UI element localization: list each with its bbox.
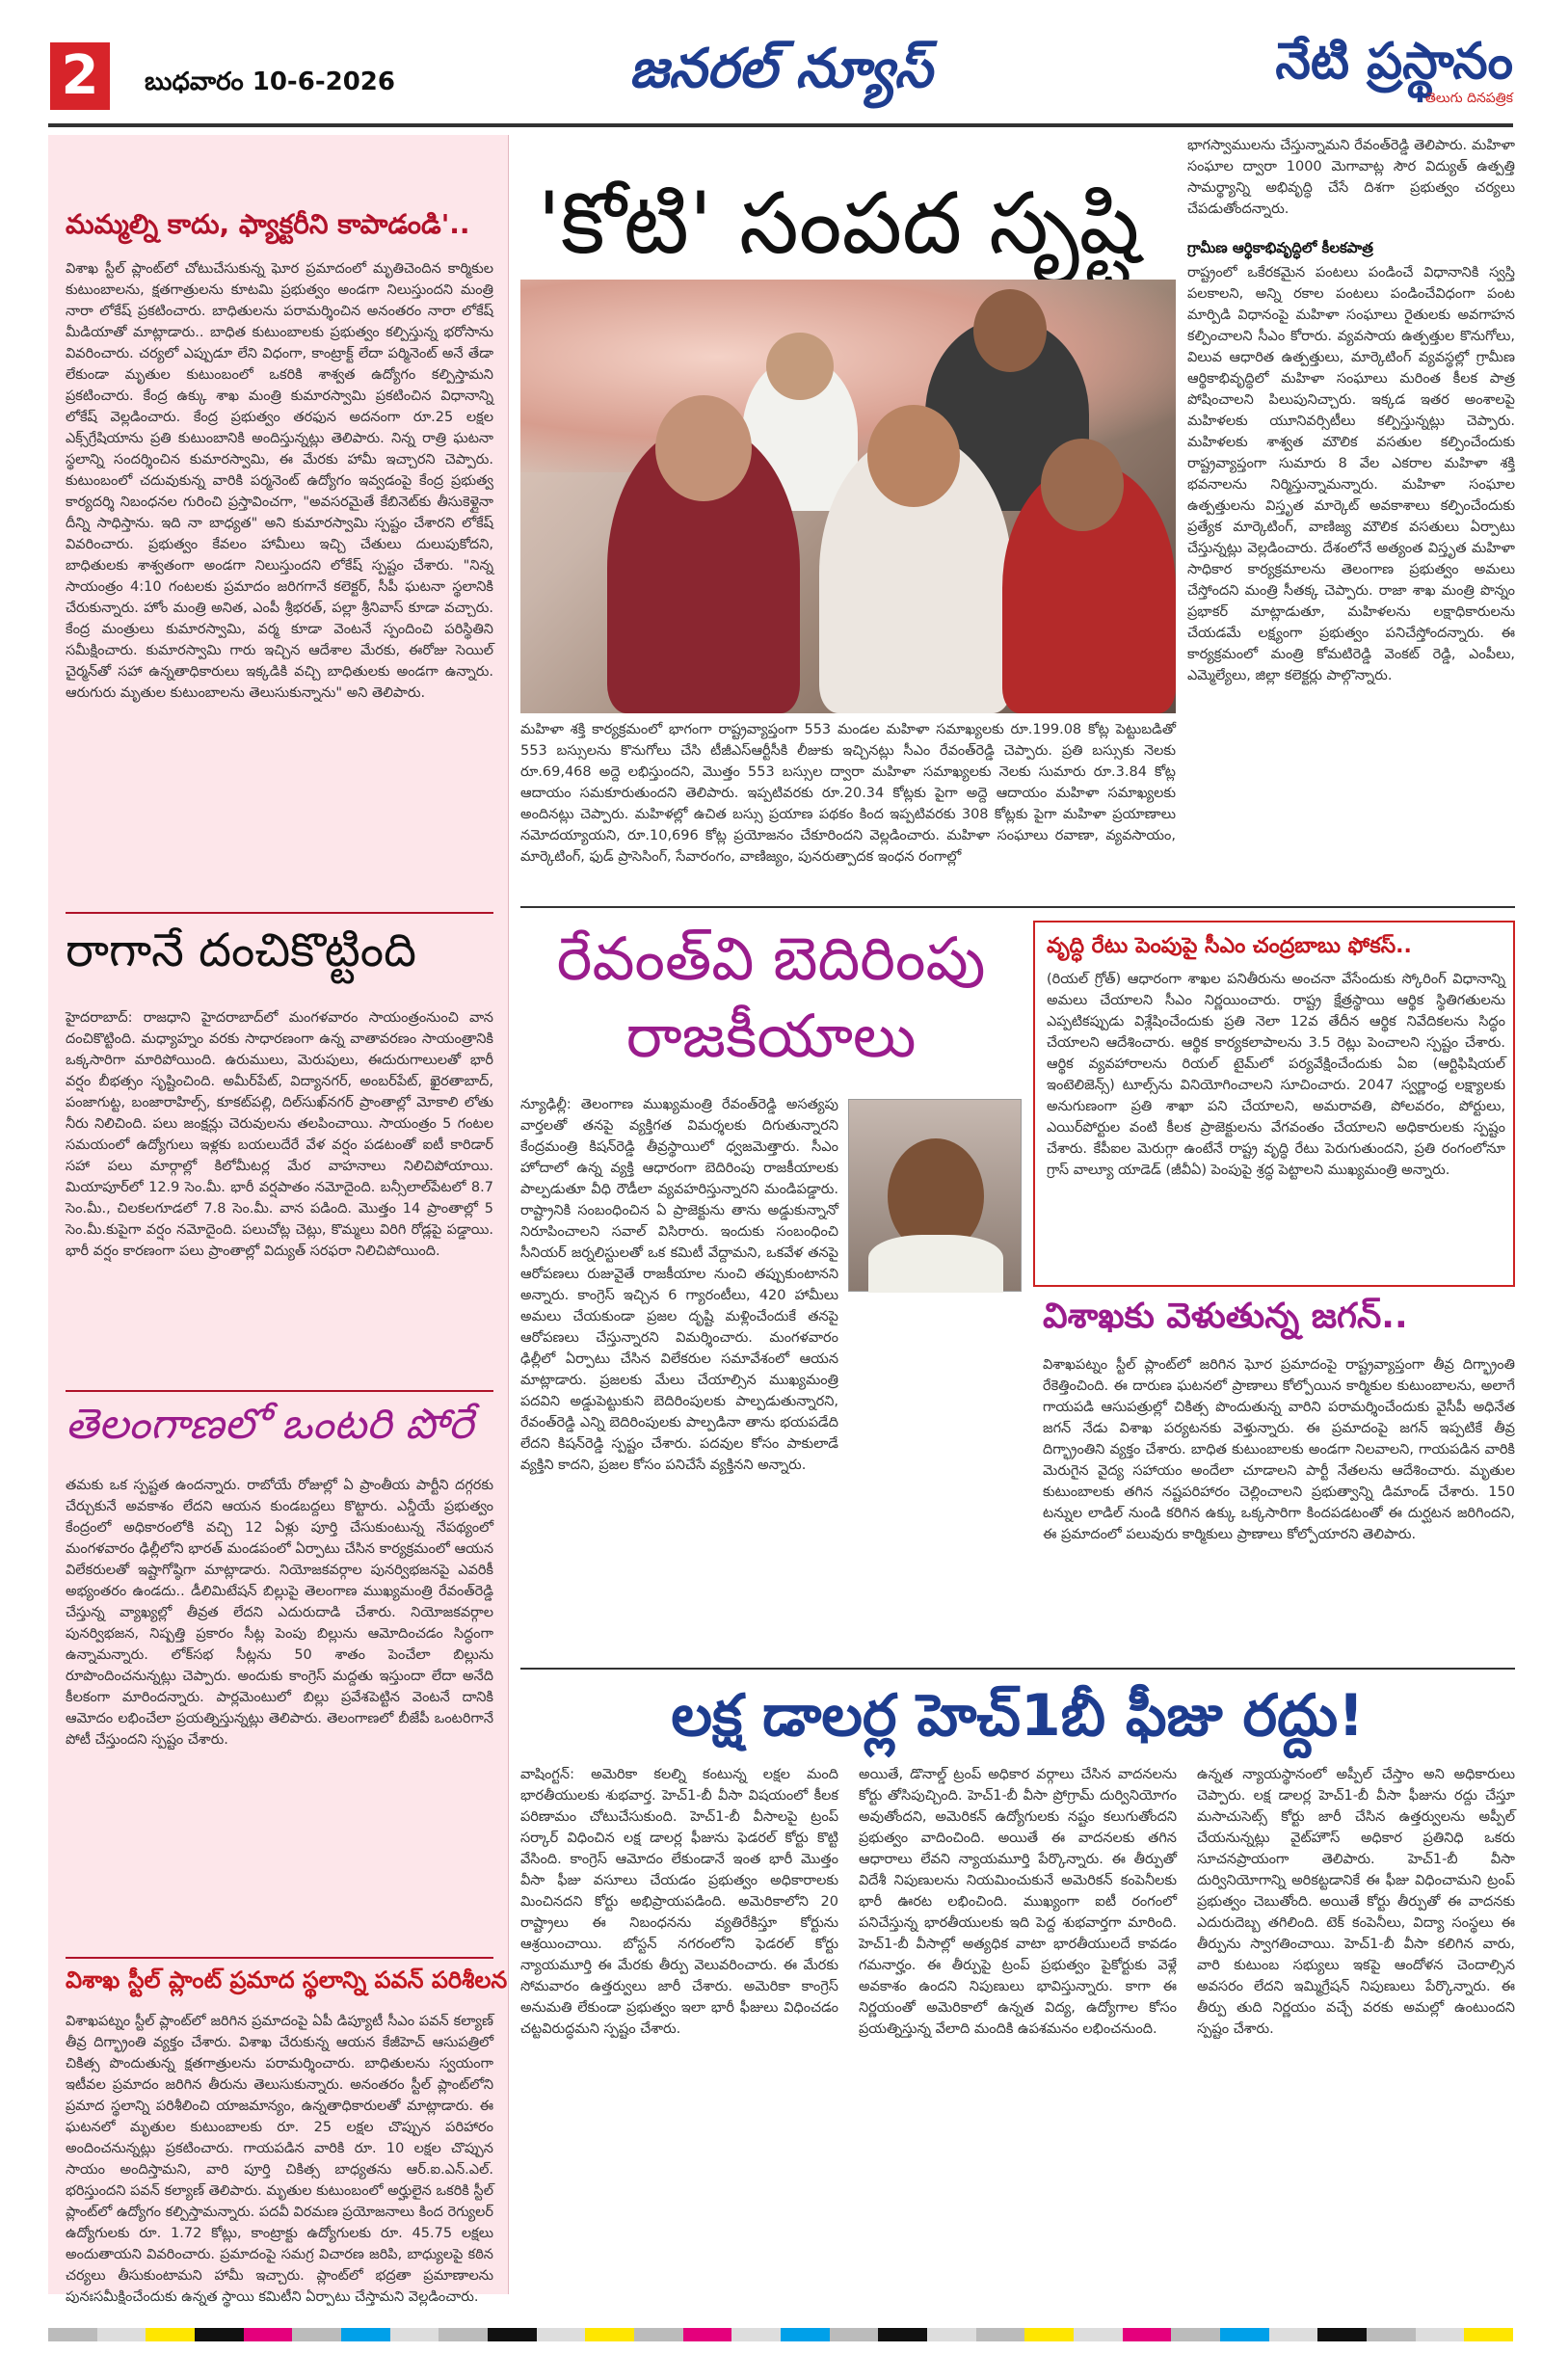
right-col-subhead: గ్రామీణ ఆర్థికాభివృద్ధిలో కీలకపాత్ర <box>1187 239 1373 256</box>
divider <box>66 1390 493 1392</box>
sidebar-headline-2: రాగానే దంచికొట్టింది <box>66 923 416 977</box>
sidebar-body-1: విశాఖ స్టీల్ ప్లాంట్‌లో చోటుచేసుకున్న ఘోర ప్రమాదంలో మృతిచెందిన కార్మికుల కుటుంబాలను, క్షతగాత్రులను కూటమి ప్రభుత్వం అండగా నిలుస్తుందని మంత్రి నారా లోకేష్ ప్రకటించారు. బాధితులను పరామర్శించిన అనంతరం నారా లోకేష్ మీడియాతో మాట్లాడారు.. బాధిత కుటుంబాలకు ప్రభుత్వం కల్పిస్తున్న భరోసాను వివరించారు. చర్యలో ఎప్పుడూ లేని విధంగా, కాంట్రాక్ట్ లేదా పర్మినెంట్ అనే తేడా లేకుండా మృతుల కుటుంబంలో ఒకరికి శాశ్వత ఉద్యోగం కల్పిస్తామని ప్రకటించారు. కేంద్ర ఉక్కు శాఖ మంత్రి కుమారస్వామి ప్రకటించిన విధానాన్ని లోకేష్ వెల్లడించారు. కేంద్ర ప్రభుత్వం తరఫున అదనంగా రూ.25 లక్షల ఎక్స్‌గ్రేషియాను ప్రతి కుటుంబానికి అందిస్తున్నట్లు తెలిపారు. నిన్న రాత్రి ఘటనా స్థలాన్ని సందర్శించిన కుమారస్వామి, ఈ మేరకు హామీ ఇచ్చారని చెప్పారు. కుటుంబంలో చదువుకున్న వారికి పర్మనెంట్ ఉద్యోగం ఇవ్వడంపై కేంద్ర ప్రభుత్వ కార్యదర్శి నిబంధనల గురించి ప్రస్తావించగా, "అవసరమైతే కేబినెట్‌కు తీసుకెళ్లైనా దీన్ని సాధిస్తాను. ఇది నా బాధ్యత" అని కుమారస్వామి స్పష్టం చేశారని లోకేష్ వివరించారు. ప్రభుత్వం కేవలం హామీలు ఇచ్చి చేతులు దులుపుకోదని, బాధితులకు శాశ్వతంగా అండగా నిలుస్తుందని లోకేష్ స్పష్టం చేశారు. "నిన్న సాయంత్రం 4:10 గంటలకు ప్రమాదం జరిగగానే కలెక్టర్, సీపీ ఘటనా స్థలానికి చేరుకున్నారు. హోం మంత్రి అనిత, ఎంపీ శ్రీభరత్, పల్లా శ్రీనివాస్ కూడా వచ్చారు. కేంద్ర మంత్రులు కుమారస్వామి, వర్మ కూడా వెంటనే స్పందించి పరిస్థితిని సమీక్షించారు. కుమారస్వామి గారు ఇచ్చిన ఆదేశాల మేరకు, ఈరోజు సెయిల్ చైర్మన్‌తో సహా ఉన్నతాధికారులు ఇక్కడికి వచ్చి బాధితులకు అండగా ఉన్నారు. ఆరుగురు మృతుల కుటుంబాలను తెలుసుకున్నాను" అని తెలిపారు. <box>66 261 493 701</box>
vizag-headline: విశాఖకు వెళుతున్న జగన్.. <box>1043 1297 1408 1336</box>
h1b-col-2: అయితే, డొనాల్డ్ ట్రంప్ అధికార వర్గాలు చేసిన వాదనలను కోర్టు తోసిపుచ్చింది. హెచ్1-బీ వీసా ప్రోగ్రామ్ దుర్వినియోగం అవుతోందని, అమెరికన్ ఉద్యోగులకు నష్టం కలుగుతోందని ప్రభుత్వం వాదించింది. అయితే ఈ వాదనలకు తగిన ఆధారాలు లేవని న్యాయమూర్తి పేర్కొన్నారు. ఈ తీర్పుతో విదేశీ నిపుణులను నియమించుకునే అమెరికన్ కంపెనీలకు భారీ ఊరట లభించింది. ముఖ్యంగా ఐటీ రంగంలో పనిచేస్తున్న భారతీయులకు ఇది పెద్ద శుభవార్తగా మారింది. హెచ్1-బీ వీసాల్లో అత్యధిక వాటా భారతీయులదే కావడం గమనార్హం. ఈ తీర్పుపై ట్రంప్ ప్రభుత్వం పైకోర్టుకు వెళ్లే అవకాశం ఉందని నిపుణులు భావిస్తున్నారు. కాగా ఈ నిర్ణయంతో అమెరికాలో ఉన్నత విద్య, ఉద్యోగాల కోసం ప్రయత్నిస్తున్న వేలాది మందికి ఉపశమనం లభించనుంది. <box>859 1767 1177 2037</box>
main-headline: 'కోటి' సంపద సృష్టి <box>537 174 1140 273</box>
sidebar-body-4: విశాఖపట్నం స్టీల్ ప్లాంట్‌లో జరిగిన ప్రమాదంపై ఏపీ డిప్యూటీ సీఎం పవన్ కల్యాణ్ తీవ్ర దిగ్భ్రాంతి వ్యక్తం చేశారు. విశాఖ చేరుకున్న ఆయన కేజీహెచ్ ఆసుపత్రిలో చికిత్స పొందుతున్న క్షతగాత్రులను పరామర్శించారు. బాధితులను స్వయంగా ఇటీవల ప్రమాదం జరిగిన తీరును తెలుసుకున్నారు. అనంతరం స్టీల్ ప్లాంట్‌లోని ప్రమాద స్థలాన్ని పరిశీలించి యాజమాన్యం, ఉన్నతాధికారులతో మాట్లాడారు. ఈ ఘటనలో మృతుల కుటుంబాలకు రూ. 25 లక్షల చొప్పున పరిహారం అందించనున్నట్లు ప్రకటించారు. గాయపడిన వారికి రూ. 10 లక్షల చొప్పున సాయం అందిస్తామని, వారి పూర్తి చికిత్స బాధ్యతను ఆర్.ఐ.ఎన్.ఎల్. భరిస్తుందని పవన్ కల్యాణ్ తెలిపారు. మృతుల కుటుంబంలో అర్హులైన ఒకరికి స్టీల్ ప్లాంట్‌లో ఉద్యోగం కల్పిస్తామన్నారు. పదవీ విరమణ ప్రయోజనాలు కింద రెగ్యులర్ ఉద్యోగులకు రూ. 1.72 కోట్లు, కాంట్రాక్టు ఉద్యోగులకు రూ. 45.75 లక్షలు అందుతాయని వివరించారు. ప్రమాదంపై సమగ్ర విచారణ జరిపి, బాధ్యులపై కఠిన చర్యలు తీసుకుంటామని హామీ ఇచ్చారు. ప్లాంట్‌లో భద్రతా ప్రమాణాలను పునఃసమీక్షించేందుకు ఉన్నత స్థాయి కమిటీని ఏర్పాటు చేస్తామని వెల్లడించారు. <box>66 2014 493 2305</box>
cb-body: (రియల్ గ్రోత్) ఆధారంగా శాఖల పనితీరును అంచనా వేసేందుకు స్కోరింగ్ విధానాన్ని అమలు చేయాలని సీఎం నిర్ణయించారు. రాష్ట్ర క్షేత్రస్థాయి ఆర్థిక స్థితిగతులను ఎప్పటికప్పుడు విశ్లేషించేందుకు ప్రతి నెలా 12వ తేదీన ఆర్థిక నివేదికలను సిద్ధం చేయాలని ఆదేశించారు. ఆర్థిక కార్యకలాపాలను 3.5 రెట్లు పెంచాలని స్పష్టం చేశారు. ఆర్థిక వ్యవహారాలను రియల్ టైమ్‌లో పర్యవేక్షించేందుకు ఏఐ (ఆర్టిఫిషియల్ ఇంటెలిజెన్స్) టూల్స్‌ను వినియోగించాలని సూచించారు. 2047 స్వర్ణాంధ్ర లక్ష్యాలకు అనుగుణంగా ప్రతి శాఖా పని చేయాలని, అమరావతి, పోలవరం, పోర్టులు, ఎయిర్‌పోర్టుల వంటి కీలక ప్రాజెక్టులను వేగవంతం చేయాలని అధికారులకు స్పష్టం చేశారు. కేపీఐల మెరుగ్గా ఉంటేనే రాష్ట్ర వృద్ధి రేటు పెరుగుతుందని, ప్రతి రంగంలోనూ గ్రాస్ వాల్యూ యాడెడ్ (జీవీఏ) పెంపుపై శ్రద్ధ పెట్టాలని ముఖ్యమంత్రి అన్నారు. <box>1047 972 1505 1178</box>
h1b-headline: లక్ష డాలర్ల హెచ్1బీ ఫీజు రద్దు! <box>671 1682 1365 1750</box>
main-right-column <box>1187 135 1515 908</box>
cb-article-box <box>1033 921 1515 1287</box>
date: బుధవారం 10-6-2026 <box>145 67 395 96</box>
logo-text: నేటి ప్రస్థానం <box>1275 33 1513 91</box>
divider <box>66 912 493 914</box>
sidebar-body-3: తమకు ఒక స్పష్టత ఉందన్నారు. రాబోయే రోజుల్లో ఏ ప్రాంతీయ పార్టీని దగ్గరకు చేర్చుకునే అవకాశం లేదని ఆయన కుండబద్దలు కొట్టారు. ఎన్డీయే ప్రభుత్వం కేంద్రంలో అధికారంలోకి వచ్చి 12 ఏళ్లు పూర్తి చేసుకుంటున్న నేపథ్యంలో మంగళవారం ఢిల్లీలోని భారత్ మండపంలో ఏర్పాటు చేసిన కార్యక్రమంలో ఆయన విలేకరులతో ఇష్టాగోష్ఠిగా మాట్లాడారు. నియోజకవర్గాల పునర్విభజనపై ఎవరికీ అభ్యంతరం ఉండదు.. డీలిమిటేషన్ బిల్లుపై తెలంగాణ ముఖ్యమంత్రి రేవంత్‌రెడ్డి చేస్తున్న వ్యాఖ్యల్లో తీవ్రత లేదని ఎదురుదాడి చేశారు. నియోజకవర్గాల పునర్విభజన, నిష్పత్తి ప్రకారం సీట్ల పెంపు బిల్లును ఆమోదించడం సిద్ధంగా ఉన్నామన్నారు. లోక్‌సభ సీట్లను 50 శాతం పెంచేలా బిల్లును రూపొందించనున్నట్లు చెప్పారు. అందుకు కాంగ్రెస్ మద్దతు ఇస్తుందా లేదా అనేది కీలకంగా మారిందన్నారు. పార్లమెంటులో బిల్లు ప్రవేశపెట్టిన వెంటనే దానికి ఆమోదం లభించేలా ప్రయత్నిస్తున్నట్లు తెలిపారు. తెలంగాణలో బీజేపీ ఒంటరిగానే పోటీ చేస్తుందని స్పష్టం చేశారు. <box>66 1478 493 1748</box>
h1b-col-3: ఉన్నత న్యాయస్థానంలో అప్పీల్ చేస్తాం అని అధికారులు చెప్పారు. లక్ష డాలర్ల హెచ్1-బీ వీసా ఫీజును రద్దు చేస్తూ మసాచుసెట్స్ కోర్టు జారీ చేసిన ఉత్తర్వులను అప్పీల్ చేయనున్నట్లు వైట్‌హౌస్ అధికార ప్రతినిధి ఒకరు సూచనప్రాయంగా తెలిపారు. హెచ్1-బీ వీసా దుర్వినియోగాన్ని అరికట్టడానికే ఈ ఫీజు విధించామని ట్రంప్ ప్రభుత్వం చెబుతోంది. అయితే కోర్టు తీర్పుతో ఈ వాదనకు ఎదురుదెబ్బ తగిలింది. టెక్ కంపెనీలు, విద్యా సంస్థలు ఈ తీర్పును స్వాగతించాయి. హెచ్1-బీ వీసా కలిగిన వారు, వారి కుటుంబ సభ్యులు ఇకపై ఆందోళన చెందాల్సిన అవసరం లేదని ఇమ్మిగ్రేషన్ నిపుణులు పేర్కొన్నారు. ఈ తీర్పు తుది నిర్ణయం వచ్చే వరకు అమల్లో ఉంటుందని స్పష్టం చేశారు. <box>1197 1767 1515 2037</box>
revanth-body: న్యూఢిల్లీ: తెలంగాణ ముఖ్యమంత్రి రేవంత్‌రెడ్డి అసత్యపు వార్తలతో తనపై వ్యక్తిగత విమర్శలకు దిగుతున్నారని కేంద్రమంత్రి కిషన్‌రెడ్డి తీవ్రస్థాయిలో ధ్వజమెత్తారు. సీఎం హోదాలో ఉన్న వ్యక్తి ఆధారంగా బెదిరింపు రాజకీయాలకు పాల్పడుతూ వీధి రౌడీలా వ్యవహరిస్తున్నారని మండిపడ్డారు. రాష్ట్రానికి సంబంధించిన ఏ ప్రాజెక్టును తాను అడ్డుకున్నానో నిరూపించాలని సవాల్ విసిరారు. ఇందుకు సంబంధించి సీనియర్ జర్నలిస్టులతో ఒక కమిటీ వేద్దామని, ఒకవేళ తనపై ఆరోపణలు రుజువైతే రాజకీయాల నుంచి తప్పుకుంటానని అన్నారు. కాంగ్రెస్ ఇచ్చిన 6 గ్యారంటీలు, 420 హామీలు అమలు చేయకుండా ప్రజల దృష్టి మళ్లించేందుకే తనపై ఆరోపణలు చేస్తున్నారని విమర్శించారు. మంగళవారం ఢిల్లీలో ఏర్పాటు చేసిన విలేకరుల సమావేశంలో ఆయన మాట్లాడారు. ప్రజలకు మేలు చేయాల్సిన ముఖ్యమంత్రి పదవిని అడ్డుపెట్టుకుని బెదిరింపులకు పాల్పడుతున్నారని, రేవంత్‌రెడ్డి ఎన్ని బెదిరింపులకు పాల్పడినా తాను భయపడేది లేదని కిషన్‌రెడ్డి స్పష్టం చేశారు. పదవుల కోసం పాకులాడే వ్యక్తిని కాదని, ప్రజల కోసం పనిచేసే వ్యక్తినని అన్నారు. <box>520 1097 838 1473</box>
sidebar-headline-1: మమ్మల్ని కాదు, ఫ్యాక్టరీని కాపాడండి'.. <box>66 208 470 240</box>
top-rule <box>48 123 1513 127</box>
left-sidebar <box>48 135 509 2305</box>
divider <box>520 906 1515 908</box>
main-caption: మహిళా శక్తి కార్యక్రమంలో భాగంగా రాష్ట్రవ్యాప్తంగా 553 మండల మహిళా సమాఖ్యలకు రూ.199.08 కోట్ల పెట్టుబడితో 553 బస్సులను కొనుగోలు చేసి టీజీఎస్ఆర్టీసీకి లీజుకు ఇచ్చినట్లు సీఎం రేవంత్‌రెడ్డి చెప్పారు. ప్రతి బస్సుకు నెలకు రూ.69,468 అద్దె లభిస్తుందని, మొత్తం 553 బస్సుల ద్వారా మహిళా సమాఖ్యలకు నెలకు సుమారు రూ.3.84 కోట్ల ఆదాయం సమకూరుతుందని తెలిపారు. ఇప్పటివరకు రూ.20.34 కోట్లకు పైగా అద్దె ఆదాయం మహిళా సమాఖ్యలకు అందినట్లు చెప్పారు. మహిళల్లో ఉచిత బస్సు ప్రయాణ పథకం కింద ఇప్పటివరకు 308 కోట్లకు పైగా మహిళా ప్రయాణాలు నమోదయ్యాయని, రూ.10,696 కోట్ల ప్రయోజనం చేకూరిందని వెల్లడించారు. మహిళా సంఘాలు రవాణా, వ్యవసాయం, మార్కెటింగ్, ఫుడ్ ప్రాసెసింగ్, సేవారంగం, వాణిజ్యం, పునరుత్పాదక ఇంధన రంగాల్లో <box>520 722 1176 865</box>
revanth-headline: రేవంత్‌వి బెదిరింపు రాజకీయాలు <box>556 923 986 1071</box>
sidebar-headline-3: తెలంగాణలో ఒంటరి పోరే <box>66 1400 474 1449</box>
cb-headline: వృద్ధి రేటు పెంపుపై సీఎం చంద్రబాబు ఫోకస్.. <box>1047 934 1412 958</box>
vizag-body: విశాఖపట్నం స్టీల్ ప్లాంట్‌లో జరిగిన ఘోర ప్రమాదంపై రాష్ట్రవ్యాప్తంగా తీవ్ర దిగ్భ్రాంతి రేకెత్తించింది. ఈ దారుణ ఘటనలో ప్రాణాలు కోల్పోయిన కార్మికుల కుటుంబాలను, అలాగే గాయపడి ఆసుపత్రుల్లో చికిత్స పొందుతున్న వారిని పరామర్శించేందుకు వైసీపీ అధినేత జగన్ నేడు విశాఖ పర్యటనకు వెళ్తున్నారు. ఈ ప్రమాదంపై జగన్ ఇప్పటికే తీవ్ర దిగ్భ్రాంతిని వ్యక్తం చేశారు. బాధిత కుటుంబాలకు అండగా నిలవాలని, గాయపడిన వారికి మెరుగైన వైద్య సహాయం అందేలా చూడాలని పార్టీ నేతలను ఆదేశించారు. మృతుల కుటుంబాలకు తగిన నష్టపరిహారం చెల్లించాలని ప్రభుత్వాన్ని డిమాండ్ చేశారు. 150 టన్నుల లాడిల్ నుండి కరిగిన ఉక్కు ఒక్కసారిగా కిందపడటంతో ఈ దుర్ఘటన జరిగిందని, ఈ ప్రమాదంలో పలువురు కార్మికులు ప్రాణాలు కోల్పోయారని తెలిపారు. <box>1043 1357 1515 1542</box>
sidebar-body-2: హైదరాబాద్: రాజధాని హైదరాబాద్‌లో మంగళవారం సాయంత్రంనుంచి వాన దంచికొట్టింది. మధ్యాహ్నం వరకు సాధారణంగా ఉన్న వాతావరణం సాయంత్రానికి ఒక్కసారిగా మారిపోయింది. ఉరుములు, మెరుపులు, ఈదురుగాలులతో భారీ వర్షం బీభత్సం సృష్టించింది. అమీర్‌పేట్, విద్యానగర్, అంబర్‌పేట్, ఖైరతాబాద్, పంజాగుట్ట, బంజారాహిల్స్, కూకట్‌పల్లి, దిల్‌సుఖ్‌నగర్ ప్రాంతాల్లో మోకాలి లోతు నీరు నిలిచింది. పలు జంక్షన్లు చెరువులను తలపించాయి. సాయంత్రం 5 గంటల సమయంలో ఉద్యోగులు ఇళ్లకు బయలుదేరే వేళ వర్షం పడటంతో ఐటీ కారిడార్ సహా పలు మార్గాల్లో కిలోమీటర్ల మేర వాహనాలు నిలిచిపోయాయి. మియాపూర్‌లో 12.9 సెం.మీ. భారీ వర్షపాతం నమోదైంది. బన్సీలాల్‌పేటలో 8.7 సెం.మీ., చిలకలగూడలో 7.8 సెం.మీ. వాన పడింది. మొత్తం 14 ప్రాంతాల్లో 5 సెం.మీ.కుపైగా వర్షం నమోదైంది. పలుచోట్ల చెట్లు, కొమ్మలు విరిగి రోడ్లపై పడ్డాయి. భారీ వర్షం కారణంగా పలు ప్రాంతాల్లో విద్యుత్ సరఫరా నిలిచిపోయింది. <box>66 1010 493 1259</box>
divider <box>520 1668 1515 1670</box>
h1b-col-1: వాషింగ్టన్: అమెరికా కలల్ని కంటున్న లక్షల మంది భారతీయులకు శుభవార్త. హెచ్1-బీ వీసా విషయంలో కీలక పరిణామం చోటుచేసుకుంది. హెచ్1-బీ వీసాలపై ట్రంప్ సర్కార్ విధించిన లక్ష డాలర్ల ఫీజును ఫెడరల్ కోర్టు కొట్టి వేసింది. కాంగ్రెస్ ఆమోదం లేకుండానే ఇంత భారీ మొత్తం వీసా ఫీజు వసూలు చేయడం ప్రభుత్వం అధికారాలకు మించినదని కోర్టు అభిప్రాయపడింది. అమెరికాలోని 20 రాష్ట్రాలు ఈ నిబంధనను వ్యతిరేకిస్తూ కోర్టును ఆశ్రయించాయి. బోస్టన్ నగరంలోని ఫెడరల్ కోర్టు న్యాయమూర్తి ఈ మేరకు తీర్పు వెలువరించారు. ఈ మేరకు సోమవారం ఉత్తర్వులు జారీ చేశారు. అమెరికా కాంగ్రెస్ అనుమతి లేకుండా ప్రభుత్వం ఇలా భారీ ఫీజులు విధించడం చట్టవిరుద్ధమని స్పష్టం చేశారు. <box>520 1767 838 2037</box>
print-color-bar <box>48 2328 1513 2341</box>
newspaper-logo <box>1224 33 1513 109</box>
right-col-body: రాష్ట్రంలో ఒకేరకమైన పంటలు పండించే విధానానికి స్వస్తి పలకాలని, అన్ని రకాల పంటలు పండించేవిధంగా పంట మార్పిడి విధానంపై మహిళా సంఘాలు రైతులకు అవగాహన కల్పించాలని సీఎం కోరారు. వ్యవసాయ ఉత్పత్తుల కొనుగోలు, విలువ ఆధారిత ఉత్పత్తులు, మార్కెటింగ్ వ్యవస్థల్లో గ్రామీణ ఆర్థికాభివృద్ధిలో మహిళా సంఘాలు మరింత కీలక పాత్ర పోషించాలని పిలుపునిచ్చారు. ఇక్కడ ఇతర అంశాలపై మహిళలకు యూనివర్సిటీలు కల్పిస్తున్నట్లు చెప్పారు. మహిళలకు శాశ్వత మౌలిక వసతుల కల్పించేందుకు రాష్ట్రవ్యాప్తంగా సుమారు 8 వేల ఎకరాల మహిళా శక్తి భవనాలను నిర్మిస్తున్నామన్నారు. మహిళా సంఘాల ఉత్పత్తులను విస్తృత మార్కెట్ అవకాశాలు కల్పించేందుకు ప్రత్యేక మార్కెటింగ్, వాణిజ్య మౌలిక వసతులు ఏర్పాటు చేస్తున్నట్లు వెల్లడించారు. దేశంలోనే అత్యంత విస్తృత మహిళా సాధికార కార్యక్రమాలను తెలంగాణ ప్రభుత్వం అమలు చేస్తోందని మంత్రి సీతక్క చెప్పారు. రాజా శాఖ మంత్రి పొన్నం ప్రభాకర్ మాట్లాడుతూ, మహిళలను లక్షాధికారులను చేయడమే లక్ష్యంగా ప్రభుత్వం పనిచేస్తోందన్నారు. ఈ కార్యక్రమంలో మంత్రి కోమటిరెడ్డి వెంకట్ రెడ్డి, ఎంపీలు, ఎమ్మెల్యేలు, జిల్లా కలెక్టర్లు పాల్గొన్నారు. <box>1187 265 1515 683</box>
logo-subtext: తెలుగు దినపత్రిక <box>1424 91 1513 106</box>
kishan-reddy-photo <box>848 1099 1022 1292</box>
main-photo <box>520 280 1176 713</box>
divider <box>66 1957 493 1959</box>
right-col-top: భాగస్వాములను చేస్తున్నామని రేవంత్‌రెడ్డి తెలిపారు. మహిళా సంఘాల ద్వారా 1000 మెగావాట్ల సౌర విద్యుత్ ఉత్పత్తి సామర్థ్యాన్ని అభివృద్ధి చేసే దిశగా ప్రభుత్వం చర్యలు చేపడుతోందన్నారు. <box>1187 138 1515 217</box>
masthead <box>0 0 1542 135</box>
sidebar-headline-4: విశాఖ స్టీల్ ప్లాంట్ ప్రమాద స్థలాన్ని పవన్ పరిశీలన <box>66 1966 508 1993</box>
page-number: 2 <box>50 42 110 110</box>
section-title: జనరల్ న్యూస్ <box>628 37 933 100</box>
